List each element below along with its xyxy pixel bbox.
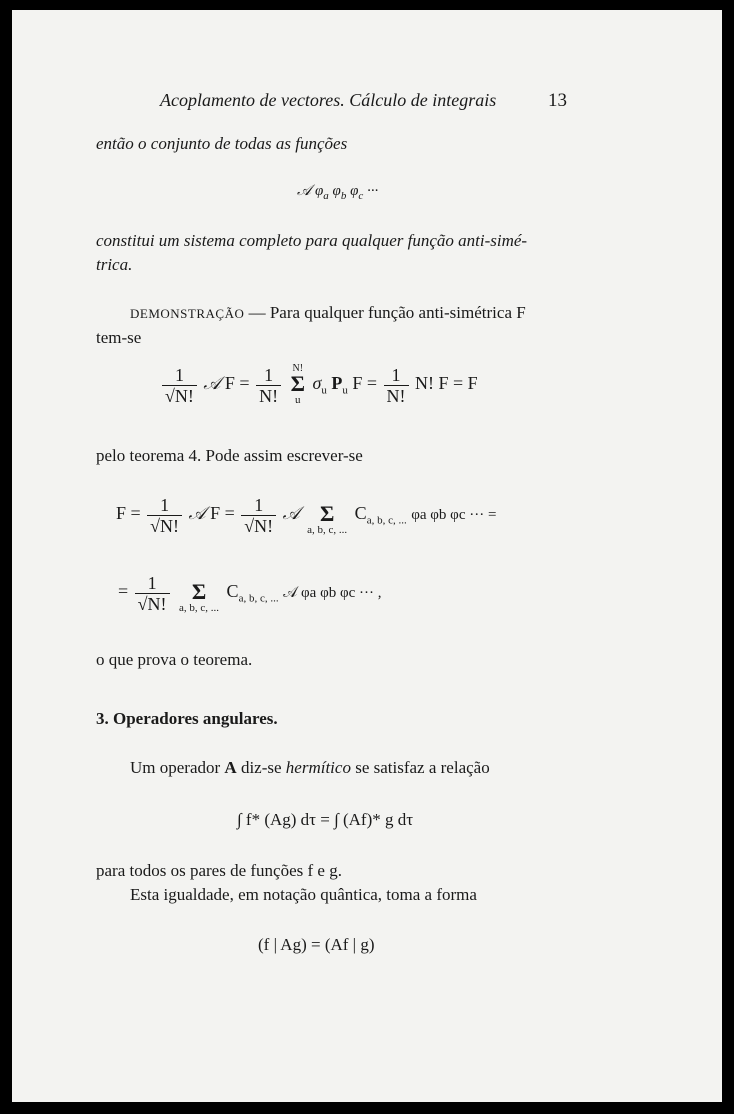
text-line-1: então o conjunto de todas as funções	[96, 134, 348, 153]
running-title: Acoplamento de vectores. Cálculo de integrais	[160, 90, 497, 110]
page-number: 13	[548, 90, 567, 111]
equation-bracket: (f | Ag) = (Af | g)	[258, 935, 375, 954]
demo-label: DEMONSTRAÇÃO	[130, 306, 245, 321]
equation-2-line-2: = $\frac{1}{√N!}$ Σ a, b, c, ... $C_{a, b, c, ...}$ 𝒜 φa φb φc ··· ,	[118, 572, 382, 614]
section-heading: 3. Operadores angulares.	[96, 709, 278, 728]
equation-1: $\frac{1}{√N!}$ 𝒜 F = $\frac{1}{N!}$ N! Σ u $\sigma_u$ $P_u$ F = $\frac{1}{N!}$ N! F = F	[160, 364, 478, 406]
equation-hermitian: ∫ f* (Ag) dτ = ∫ (Af)* g dτ	[237, 810, 414, 829]
text-line-3: pelo teorema 4. Pode assim escrever-se	[96, 446, 363, 465]
demo-line-2: tem-se	[96, 328, 142, 347]
demonstration-line: DEMONSTRAÇÃO — Para qualquer função anti-simétrica F	[130, 303, 526, 322]
text-line-4: o que prova o teorema.	[96, 650, 253, 669]
formula-basis: 𝒜 $\varphi_a$ $\varphi_b$ $\varphi_c$ ···	[297, 183, 379, 202]
text-line-2a: constitui um sistema completo para qualquer função anti-simé-	[96, 231, 528, 250]
text-line-2b: trica.	[96, 255, 133, 274]
book-page	[12, 10, 722, 1102]
text-line-7: Esta igualdade, em notação quântica, toma a forma	[130, 885, 477, 904]
equation-2-line-1: F = $\frac{1}{√N!}$ 𝒜 F = $\frac{1}{√N!}$ 𝒜 Σ a, b, c, ... $C_{a, b, c, ...}$ φa φb φc ··· =	[116, 494, 497, 536]
text-line-6: para todos os pares de funções f e g.	[96, 861, 342, 880]
text-line-5: Um operador A diz-se hermítico se satisfaz a relação	[130, 758, 490, 777]
